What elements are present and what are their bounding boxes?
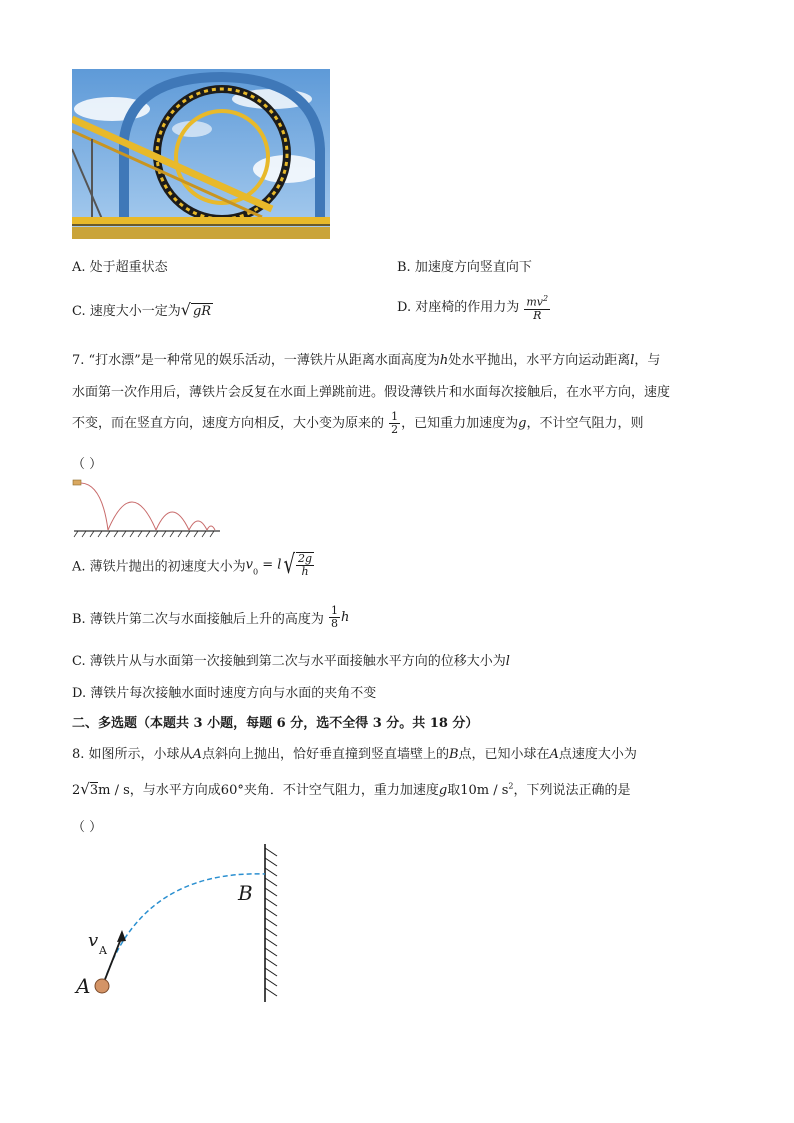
q7-line3: 不变，而在竖直方向，速度方向相反，大小变为原来的 $\frac{1}{2}$ ，已知重力加速度为g，不计空气阻力，则 — [72, 410, 644, 436]
velocity-arrowhead — [117, 930, 126, 942]
q6-option-d-text: D. 对座椅的作用力为 — [397, 299, 520, 315]
q8-line2: 2√3m / s，与水平方向成60°夹角．不计空气阻力，重力加速度g取$10m / s^2$，下列说法正确的是 — [72, 780, 631, 798]
q7-option-d: D. 薄铁片每次接触水面时速度方向与水面的夹角不变 — [72, 686, 377, 701]
q6-option-d — [397, 293, 551, 322]
q7-line2: 水面第一次作用后，薄铁片会反复在水面上弹跳前进。假设薄铁片和水面每次接触后，在水平方向，速度 — [72, 385, 671, 400]
roller-coaster-image — [72, 69, 330, 239]
label-b: B — [238, 881, 253, 905]
q6-option-b: B. 加速度方向竖直向下 — [397, 260, 532, 275]
label-a: A — [76, 974, 91, 998]
q8-line1: 8. 如图所示，小球从A点斜向上抛出，恰好垂直撞到竖直墙壁上的B点，已知小球在A点速度大小为 — [72, 747, 637, 762]
stone-icon — [73, 480, 81, 485]
q6-option-c: C. 速度大小一定为√ gR — [72, 300, 212, 319]
label-v: v — [88, 930, 99, 951]
q6-option-d-fraction: $\frac{mv^2}{R}$ — [526, 294, 549, 322]
q7-option-b-fraction: $\frac{1}{8}$ — [330, 604, 338, 630]
q6-option-c-radicand: gR — [192, 304, 212, 319]
q7-option-a-fraction: $\frac{2g}{h}$ — [298, 552, 313, 578]
q7-answer-paren: （ ） — [72, 457, 103, 472]
projectile-wall-figure — [72, 840, 292, 1005]
q7-line1: 7. “打水漂”是一种常见的娱乐活动，一薄铁片从距离水面高度为h处水平抛出，水平方向运动距离l，与 — [72, 353, 661, 368]
q6-option-a: A. 处于超重状态 — [72, 260, 168, 275]
label-v-subscript: A — [99, 944, 107, 957]
q8-answer-paren: （ ） — [72, 820, 103, 835]
section2-title: 二、多选题（本题共 3 小题，每题 6 分，选不全得 3 分。共 18 分） — [72, 716, 479, 731]
wall-hatching — [265, 848, 277, 996]
q7-option-c: C. 薄铁片从与水面第一次接触到第二次与水平面接触水平方向的位移大小为l — [72, 654, 510, 669]
ball-icon — [95, 979, 109, 993]
stone-skip-figure — [72, 476, 222, 538]
q6-option-c-text: C. 速度大小一定为 — [72, 304, 181, 319]
q7-option-b: B. 薄铁片第二次与水面接触后上升的高度为 $\frac{1}{8}$ h — [72, 604, 350, 630]
velocity-arrow — [104, 936, 122, 982]
q7-half-fraction: $\frac{1}{2}$ — [391, 410, 399, 436]
q7-option-a: A. 薄铁片抛出的初速度大小为$v_0 = l√$ $\frac{2g}{h}$ — [72, 550, 313, 580]
